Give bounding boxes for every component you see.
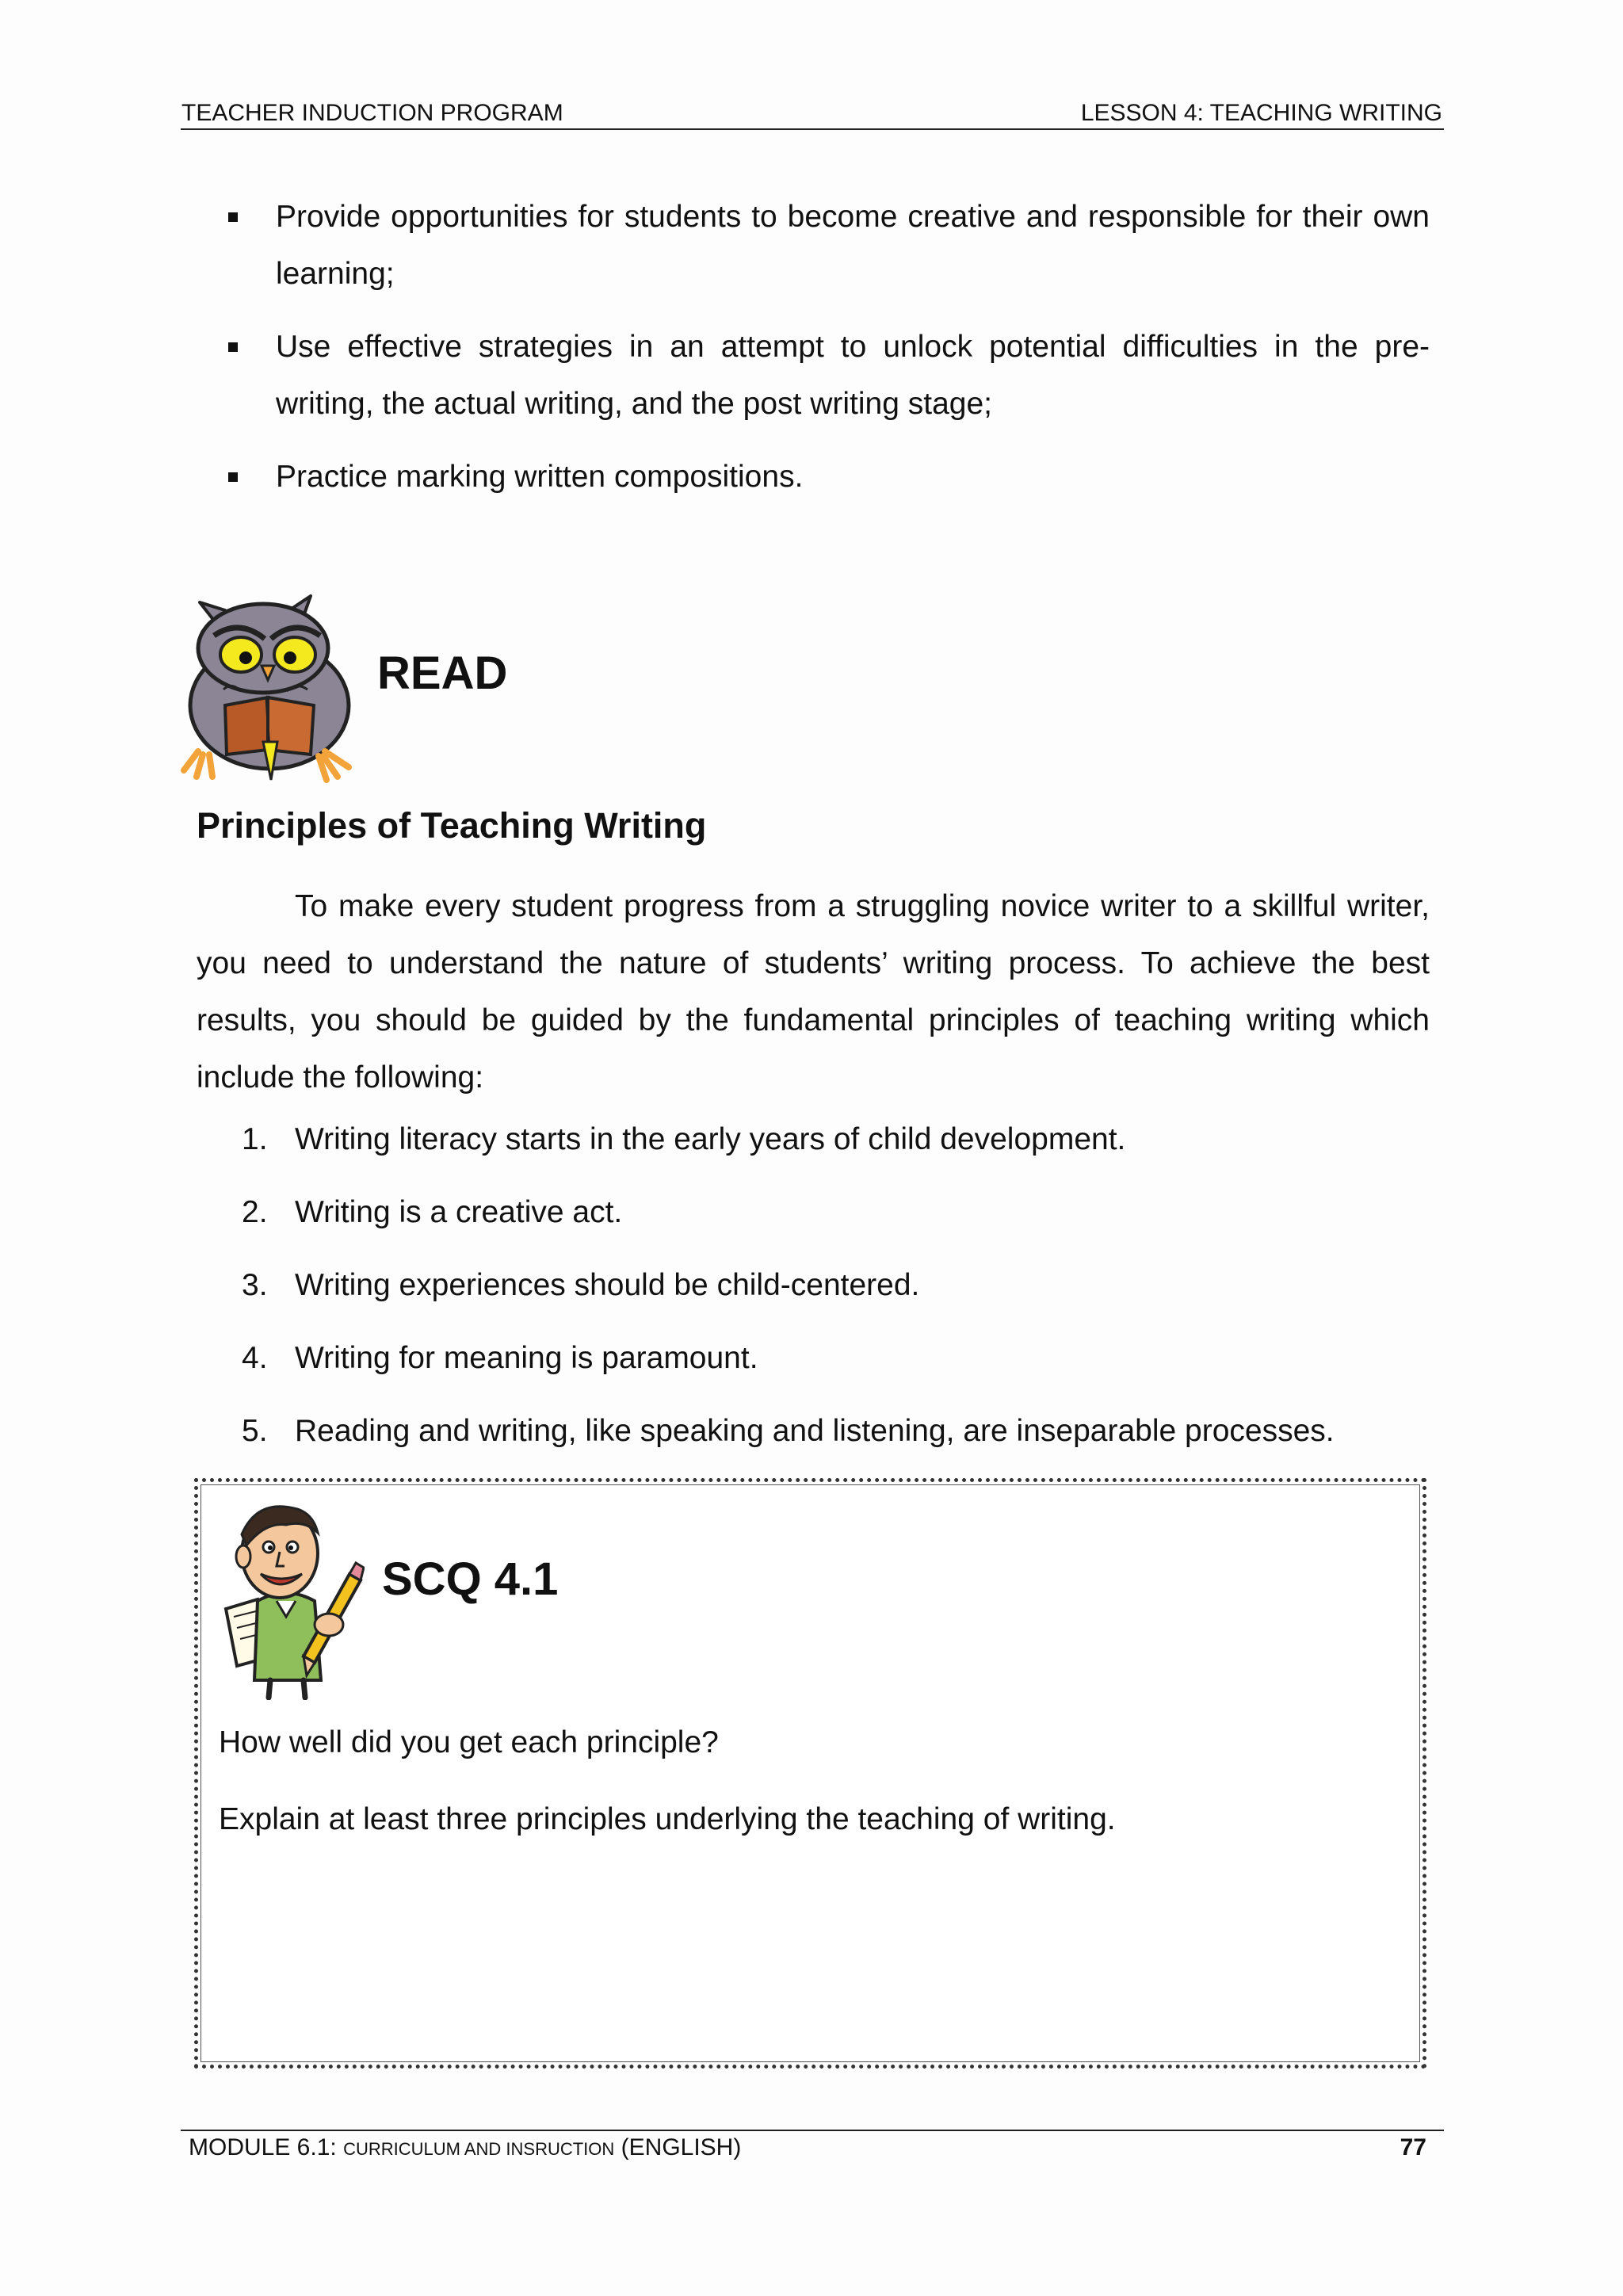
scq-question-1: How well did you get each principle? bbox=[219, 1725, 719, 1759]
header-divider bbox=[181, 128, 1444, 130]
section-title: Principles of Teaching Writing bbox=[197, 805, 707, 846]
objective-item bbox=[222, 319, 1430, 433]
principle-text: Writing experiences should be child-centered. bbox=[295, 1268, 920, 1302]
footer-language: (ENGLISH) bbox=[614, 2134, 742, 2160]
header-program-title: TEACHER INDUCTION PROGRAM bbox=[181, 100, 563, 126]
principle-number: 4. bbox=[242, 1341, 268, 1375]
owl-reading-book-icon bbox=[168, 586, 374, 783]
teacher-with-pencil-icon bbox=[210, 1498, 365, 1700]
header-lesson-title: LESSON 4: TEACHING WRITING bbox=[1080, 100, 1442, 126]
page-number: 77 bbox=[1400, 2134, 1426, 2160]
principle-item bbox=[242, 1265, 1446, 1306]
read-heading: READ bbox=[377, 648, 508, 699]
principle-text: Writing for meaning is paramount. bbox=[295, 1341, 758, 1375]
principle-item bbox=[242, 1338, 1446, 1379]
principle-number: 1. bbox=[242, 1122, 268, 1156]
principle-number: 3. bbox=[242, 1268, 268, 1302]
objective-text: Practice marking written compositions. bbox=[276, 460, 804, 494]
scq-box bbox=[194, 1478, 1426, 2069]
footer-course-name: CURRICULUM AND INSRUCTION bbox=[343, 2139, 615, 2159]
principles-list bbox=[242, 1119, 1446, 1484]
bullet-square-icon bbox=[228, 472, 238, 482]
scq-question-2: Explain at least three principles underlying the teaching of writing. bbox=[219, 1802, 1116, 1836]
objectives-list bbox=[222, 189, 1430, 521]
scq-title: SCQ 4.1 bbox=[382, 1553, 559, 1605]
principle-item bbox=[242, 1411, 1446, 1452]
footer-module-label: MODULE 6.1: bbox=[189, 2134, 344, 2160]
principle-text: Writing literacy starts in the early years of child development. bbox=[295, 1122, 1126, 1156]
objective-item bbox=[222, 189, 1430, 303]
bullet-square-icon bbox=[228, 342, 238, 352]
principle-text: Reading and writing, like speaking and listening, are inseparable processes. bbox=[295, 1414, 1335, 1448]
principle-number: 5. bbox=[242, 1414, 268, 1448]
principle-item bbox=[242, 1119, 1446, 1160]
principle-number: 2. bbox=[242, 1195, 268, 1229]
intro-paragraph bbox=[197, 878, 1430, 1106]
intro-paragraph-text: To make every student progress from a struggling novice writer to a skillful writer, you need to understand the nature of students’ writing process. To achieve the best results, you should be guided by the fundamental principles of teaching writing which include the following: bbox=[197, 889, 1430, 1095]
bullet-square-icon bbox=[228, 212, 238, 222]
objective-text: Provide opportunities for students to become creative and responsible for their own learning; bbox=[276, 200, 1430, 291]
objective-item bbox=[222, 449, 1430, 506]
principle-item bbox=[242, 1192, 1446, 1233]
footer-module-title bbox=[189, 2134, 741, 2163]
footer-divider bbox=[181, 2130, 1444, 2131]
principle-text: Writing is a creative act. bbox=[295, 1195, 623, 1229]
objective-text: Use effective strategies in an attempt to unlock potential difficulties in the pre-writing, the actual writing, and the post writing stage; bbox=[276, 330, 1430, 421]
